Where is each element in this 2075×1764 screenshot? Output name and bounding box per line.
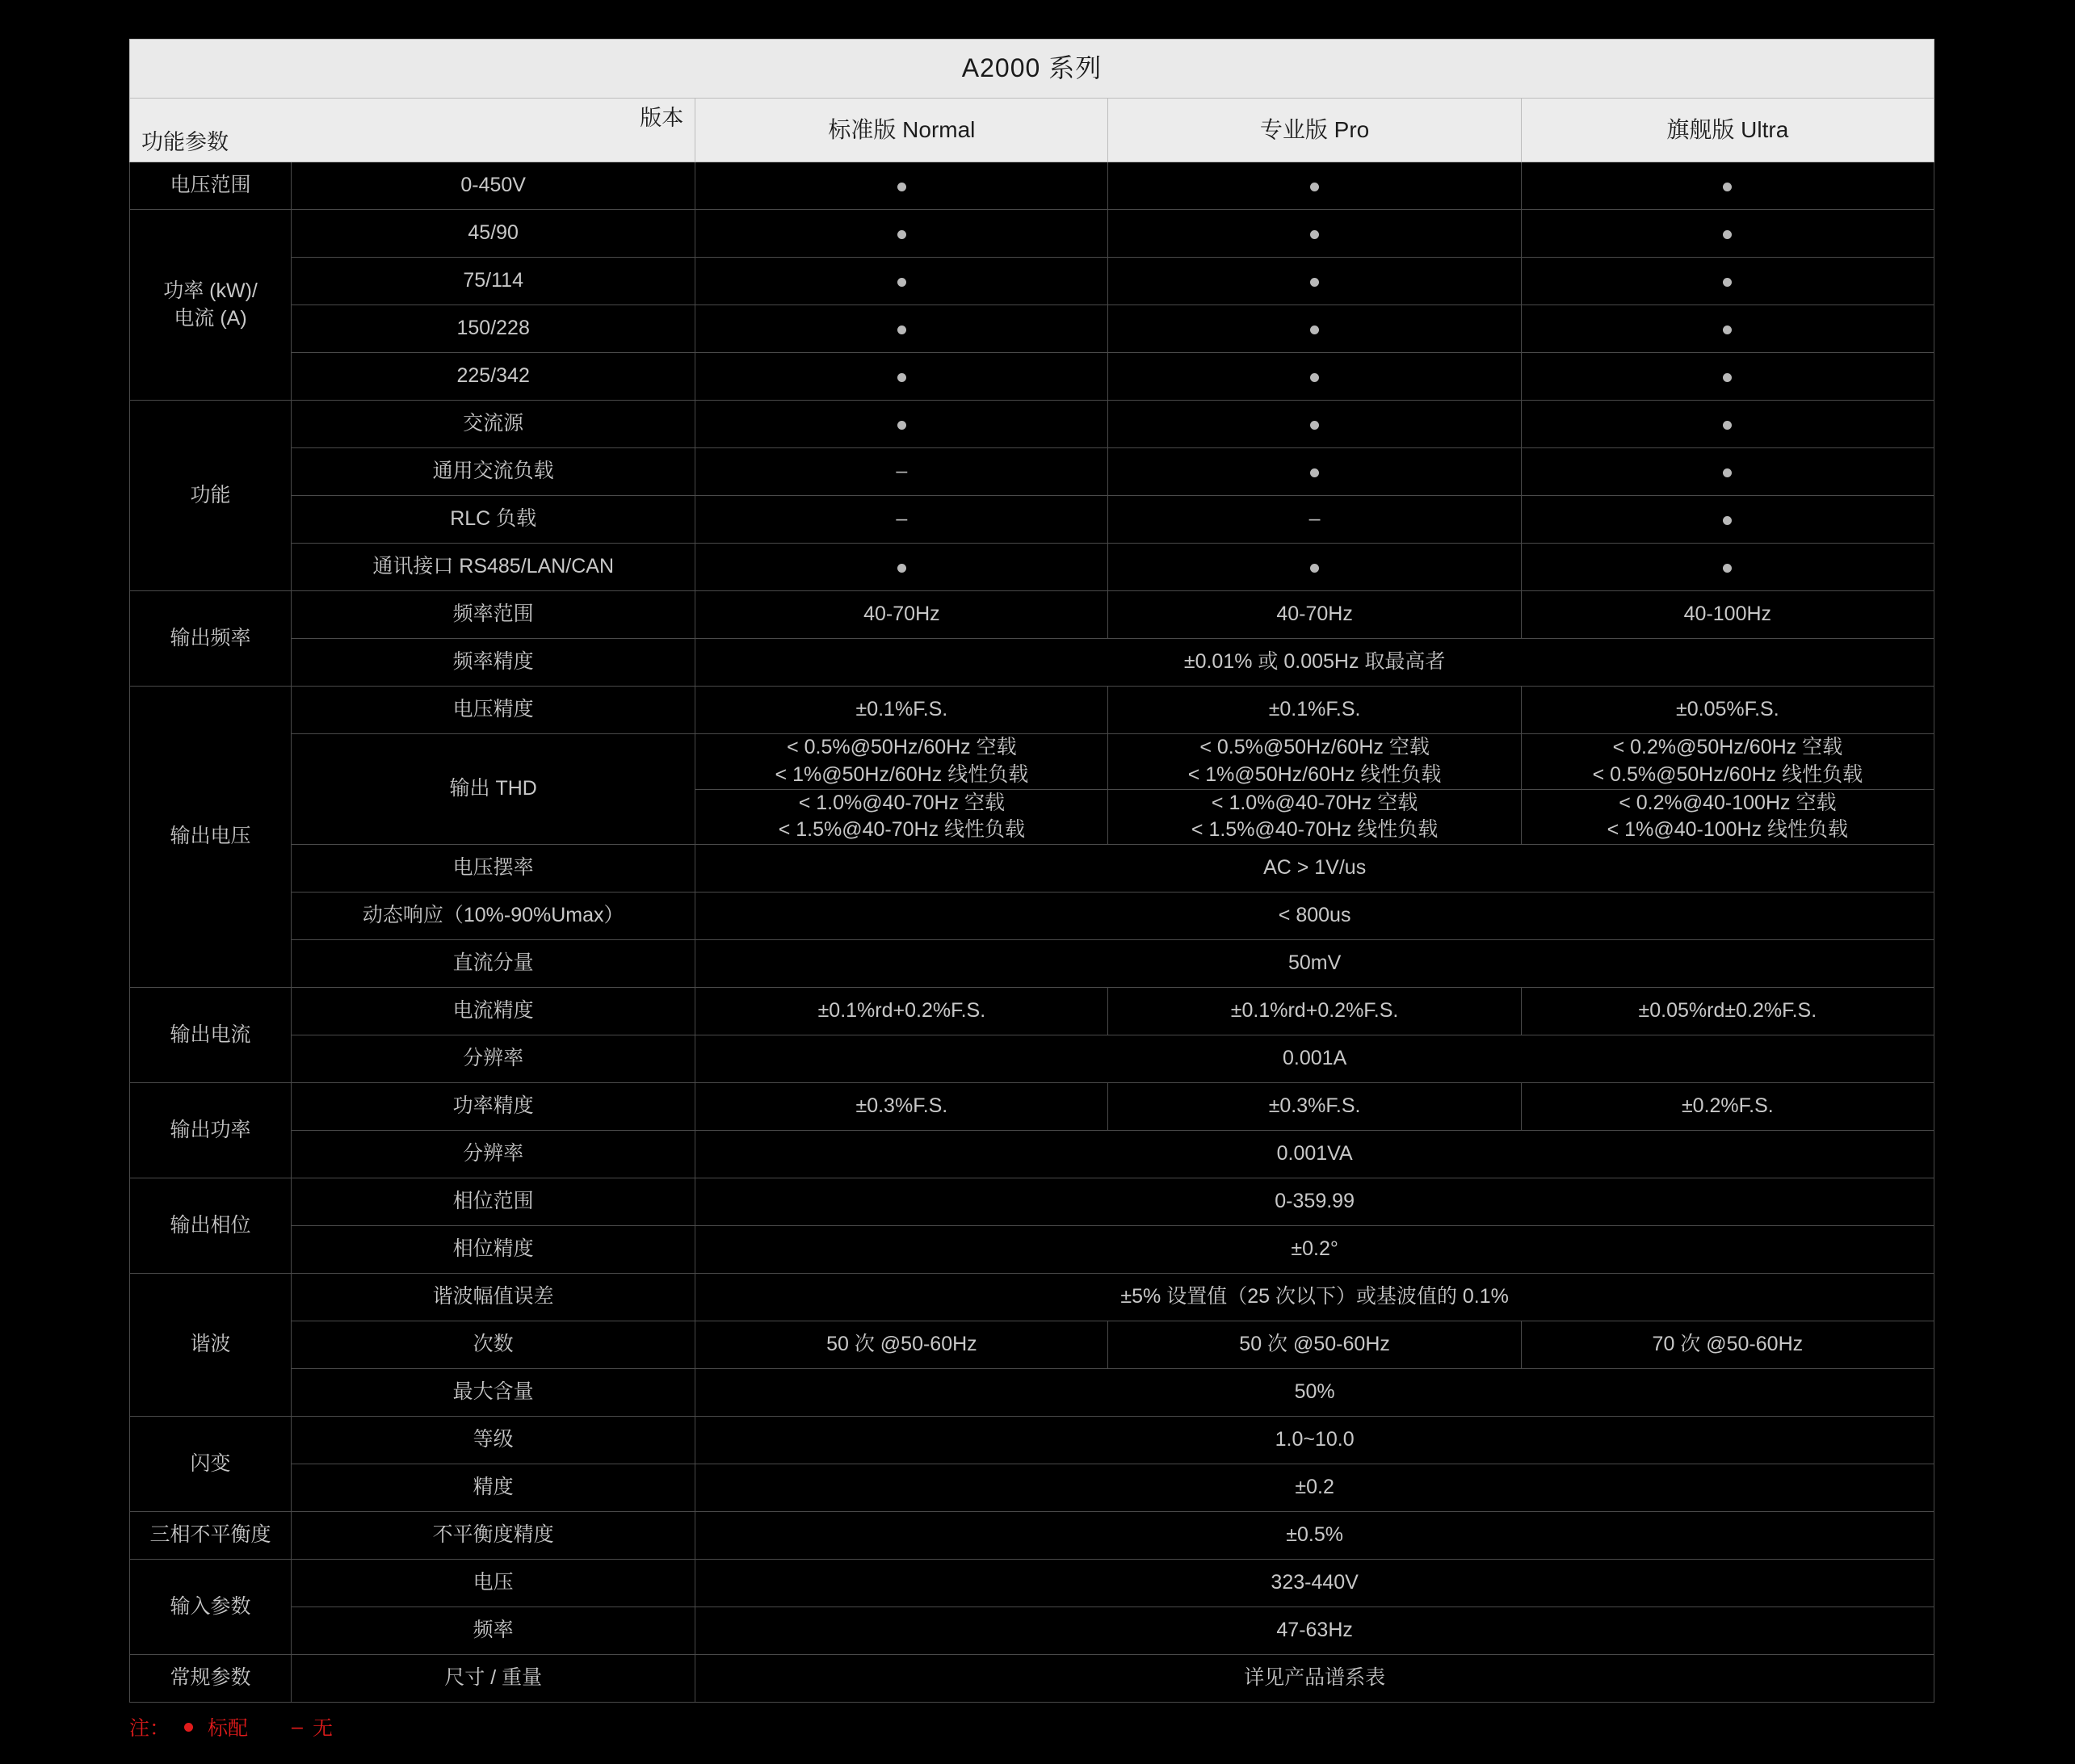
table-header-row: [130, 99, 1934, 162]
row-item-label: 次数: [292, 1321, 695, 1369]
cell-value: 40-70Hz: [695, 591, 1108, 639]
cell-supported-dot-icon: [1108, 305, 1521, 353]
cell-value: ±0.1%F.S.: [1108, 687, 1521, 734]
row-item-label: 频率精度: [292, 639, 695, 687]
cell-value-merged: ±0.2: [695, 1464, 1934, 1512]
cell-value-merged: < 800us: [695, 892, 1934, 940]
cell-value: ±0.2%F.S.: [1521, 1083, 1934, 1131]
table-row: [130, 734, 1934, 790]
row-item-label: 相位范围: [292, 1178, 695, 1226]
table-row: [130, 210, 1934, 258]
row-group-label: 功能: [130, 401, 292, 591]
row-item-label: 不平衡度精度: [292, 1512, 695, 1560]
row-item-label: 45/90: [292, 210, 695, 258]
table-row: [130, 1035, 1934, 1083]
table-row: [130, 1560, 1934, 1607]
cell-supported-dot-icon: [1108, 210, 1521, 258]
filled-dot-icon: [1310, 468, 1319, 477]
cell-value-merged: 1.0~10.0: [695, 1417, 1934, 1464]
filled-dot-icon: [897, 421, 906, 430]
table-row: [130, 305, 1934, 353]
cell-supported-dot-icon: [1108, 544, 1521, 591]
note-standard-label: 标配: [208, 1717, 249, 1740]
cell-value: 40-100Hz: [1521, 591, 1934, 639]
cell-value-merged: ±5% 设置值（25 次以下）或基波值的 0.1%: [695, 1274, 1934, 1321]
specification-table: [129, 39, 1934, 1703]
dash-icon: –: [1308, 507, 1321, 531]
row-item-label: 交流源: [292, 401, 695, 448]
row-group-label: 电压范围: [130, 162, 292, 210]
table-row: [130, 496, 1934, 544]
row-group-label: 输出相位: [130, 1178, 292, 1274]
row-group-label: 谐波: [130, 1274, 292, 1417]
cell-value: < 0.5%@50Hz/60Hz 空载 < 1%@50Hz/60Hz 线性负载: [1108, 734, 1521, 790]
filled-dot-icon: [1310, 564, 1319, 573]
column-header-ultra: 旗舰版 Ultra: [1521, 99, 1934, 162]
row-item-label: 电压: [292, 1560, 695, 1607]
row-item-label: 谐波幅值误差: [292, 1274, 695, 1321]
filled-dot-icon: [1723, 230, 1732, 239]
filled-dot-icon: [1310, 373, 1319, 382]
cell-unsupported-dash-icon: [1108, 496, 1521, 544]
row-group-label: 闪变: [130, 1417, 292, 1512]
cell-supported-dot-icon: [695, 210, 1108, 258]
table-row: [130, 1226, 1934, 1274]
cell-value: ±0.1%F.S.: [695, 687, 1108, 734]
filled-dot-icon: [184, 1723, 193, 1732]
filled-dot-icon: [1310, 326, 1319, 334]
row-item-label: 225/342: [292, 353, 695, 401]
dash-icon: –: [292, 1715, 303, 1738]
table-row: [130, 940, 1934, 988]
row-item-label: 等级: [292, 1417, 695, 1464]
table-row: [130, 1131, 1934, 1178]
table-row: [130, 988, 1934, 1035]
row-item-label: 通用交流负载: [292, 448, 695, 496]
cell-value: ±0.1%rd+0.2%F.S.: [1108, 988, 1521, 1035]
cell-unsupported-dash-icon: [695, 496, 1108, 544]
row-item-label: 最大含量: [292, 1369, 695, 1417]
table-row: [130, 353, 1934, 401]
cell-value-merged: ±0.5%: [695, 1512, 1934, 1560]
cell-supported-dot-icon: [695, 544, 1108, 591]
cell-supported-dot-icon: [1521, 210, 1934, 258]
cell-supported-dot-icon: [1521, 496, 1934, 544]
filled-dot-icon: [897, 278, 906, 287]
row-item-label: 分辨率: [292, 1035, 695, 1083]
table-row: [130, 1655, 1934, 1703]
row-item-label: 分辨率: [292, 1131, 695, 1178]
cell-supported-dot-icon: [1108, 353, 1521, 401]
row-group-label: 输出功率: [130, 1083, 292, 1178]
table-row: [130, 448, 1934, 496]
page-title: A2000 系列: [130, 40, 1934, 99]
row-item-label: 电压摆率: [292, 845, 695, 892]
filled-dot-icon: [1723, 468, 1732, 477]
table-row: [130, 591, 1934, 639]
row-group-label: 功率 (kW)/ 电流 (A): [130, 210, 292, 401]
cell-supported-dot-icon: [1521, 258, 1934, 305]
cell-value-merged: ±0.01% 或 0.005Hz 取最高者: [695, 639, 1934, 687]
cell-value: < 0.2%@40-100Hz 空载 < 1%@40-100Hz 线性负载: [1521, 789, 1934, 845]
row-group-label: 输出频率: [130, 591, 292, 687]
table-row: [130, 544, 1934, 591]
row-item-label: 相位精度: [292, 1226, 695, 1274]
cell-supported-dot-icon: [695, 353, 1108, 401]
table-row: [130, 1178, 1934, 1226]
cell-value-merged: 详见产品谱系表: [695, 1655, 1934, 1703]
row-item-label: 直流分量: [292, 940, 695, 988]
row-item-label: 电流精度: [292, 988, 695, 1035]
cell-supported-dot-icon: [1521, 448, 1934, 496]
cell-value: 70 次 @50-60Hz: [1521, 1321, 1934, 1369]
cell-value-merged: 50mV: [695, 940, 1934, 988]
cell-value: 50 次 @50-60Hz: [1108, 1321, 1521, 1369]
table-row: [130, 892, 1934, 940]
cell-value: 50 次 @50-60Hz: [695, 1321, 1108, 1369]
column-header-normal: 标准版 Normal: [695, 99, 1108, 162]
row-group-label: 输出电流: [130, 988, 292, 1083]
cell-supported-dot-icon: [1108, 258, 1521, 305]
cell-value-merged: 0-359.99: [695, 1178, 1934, 1226]
row-group-label: 输出电压: [130, 687, 292, 988]
dash-icon: –: [896, 460, 908, 483]
filled-dot-icon: [1723, 564, 1732, 573]
row-item-label: 尺寸 / 重量: [292, 1655, 695, 1703]
row-group-label: 常规参数: [130, 1655, 292, 1703]
filled-dot-icon: [1723, 278, 1732, 287]
row-item-label: 频率: [292, 1607, 695, 1655]
table-title-row: [130, 40, 1934, 99]
filled-dot-icon: [1723, 373, 1732, 382]
filled-dot-icon: [1723, 516, 1732, 525]
row-item-label: 频率范围: [292, 591, 695, 639]
header-corner-cell: [130, 99, 695, 162]
table-row: [130, 1417, 1934, 1464]
cell-supported-dot-icon: [1521, 353, 1934, 401]
cell-supported-dot-icon: [695, 162, 1108, 210]
table-row: [130, 845, 1934, 892]
cell-value-merged: 50%: [695, 1369, 1934, 1417]
note-prefix: 注：: [129, 1717, 170, 1740]
cell-value: < 1.0%@40-70Hz 空载 < 1.5%@40-70Hz 线性负载: [1108, 789, 1521, 845]
cell-value-merged: AC > 1V/us: [695, 845, 1934, 892]
cell-value-merged: 47-63Hz: [695, 1607, 1934, 1655]
row-item-label: 动态响应（10%-90%Umax）: [292, 892, 695, 940]
filled-dot-icon: [1723, 183, 1732, 191]
cell-supported-dot-icon: [1521, 544, 1934, 591]
row-item-label: 精度: [292, 1464, 695, 1512]
filled-dot-icon: [1310, 421, 1319, 430]
filled-dot-icon: [1310, 230, 1319, 239]
cell-value: < 1.0%@40-70Hz 空载 < 1.5%@40-70Hz 线性负载: [695, 789, 1108, 845]
row-item-label: 输出 THD: [292, 734, 695, 845]
row-group-label: 三相不平衡度: [130, 1512, 292, 1560]
cell-value-merged: 0.001VA: [695, 1131, 1934, 1178]
filled-dot-icon: [897, 183, 906, 191]
row-group-label: 输入参数: [130, 1560, 292, 1655]
filled-dot-icon: [897, 230, 906, 239]
filled-dot-icon: [1723, 421, 1732, 430]
table-row: [130, 162, 1934, 210]
cell-value: ±0.3%F.S.: [695, 1083, 1108, 1131]
row-item-label: 功率精度: [292, 1083, 695, 1131]
row-item-label: 0-450V: [292, 162, 695, 210]
table-row: [130, 1369, 1934, 1417]
dash-icon: –: [896, 507, 908, 531]
cell-value: ±0.3%F.S.: [1108, 1083, 1521, 1131]
table-row: [130, 687, 1934, 734]
cell-value: 40-70Hz: [1108, 591, 1521, 639]
cell-value: ±0.05%rd±0.2%F.S.: [1521, 988, 1934, 1035]
cell-supported-dot-icon: [1521, 162, 1934, 210]
filled-dot-icon: [897, 564, 906, 573]
header-version-label: 版本: [640, 106, 684, 130]
cell-value-merged: 0.001A: [695, 1035, 1934, 1083]
cell-value: < 0.5%@50Hz/60Hz 空载 < 1%@50Hz/60Hz 线性负载: [695, 734, 1108, 790]
table-row: [130, 639, 1934, 687]
cell-value: < 0.2%@50Hz/60Hz 空载 < 0.5%@50Hz/60Hz 线性负载: [1521, 734, 1934, 790]
row-item-label: 通讯接口 RS485/LAN/CAN: [292, 544, 695, 591]
row-item-label: 电压精度: [292, 687, 695, 734]
note-none-label: 无: [312, 1717, 333, 1740]
filled-dot-icon: [1310, 278, 1319, 287]
cell-value-merged: ±0.2°: [695, 1226, 1934, 1274]
cell-supported-dot-icon: [695, 258, 1108, 305]
cell-value: ±0.1%rd+0.2%F.S.: [695, 988, 1108, 1035]
cell-supported-dot-icon: [1521, 401, 1934, 448]
table-row: [130, 1321, 1934, 1369]
cell-supported-dot-icon: [1108, 401, 1521, 448]
filled-dot-icon: [1723, 326, 1732, 334]
cell-value: ±0.05%F.S.: [1521, 687, 1934, 734]
table-row: [130, 401, 1934, 448]
table-row: [130, 1512, 1934, 1560]
column-header-pro: 专业版 Pro: [1108, 99, 1521, 162]
table-body: [130, 162, 1934, 1703]
table-row: [130, 1607, 1934, 1655]
filled-dot-icon: [1310, 183, 1319, 191]
row-item-label: 75/114: [292, 258, 695, 305]
cell-unsupported-dash-icon: [695, 448, 1108, 496]
table-row: [130, 1464, 1934, 1512]
table-row: [130, 1083, 1934, 1131]
header-feature-label: 功能参数: [141, 129, 229, 154]
row-item-label: RLC 负载: [292, 496, 695, 544]
cell-supported-dot-icon: [1108, 162, 1521, 210]
cell-supported-dot-icon: [1108, 448, 1521, 496]
cell-supported-dot-icon: [1521, 305, 1934, 353]
cell-value-merged: 323-440V: [695, 1560, 1934, 1607]
table-row: [130, 1274, 1934, 1321]
legend-note: [129, 1712, 333, 1741]
table-row: [130, 258, 1934, 305]
row-item-label: 150/228: [292, 305, 695, 353]
cell-supported-dot-icon: [695, 401, 1108, 448]
filled-dot-icon: [897, 326, 906, 334]
cell-supported-dot-icon: [695, 305, 1108, 353]
filled-dot-icon: [897, 373, 906, 382]
